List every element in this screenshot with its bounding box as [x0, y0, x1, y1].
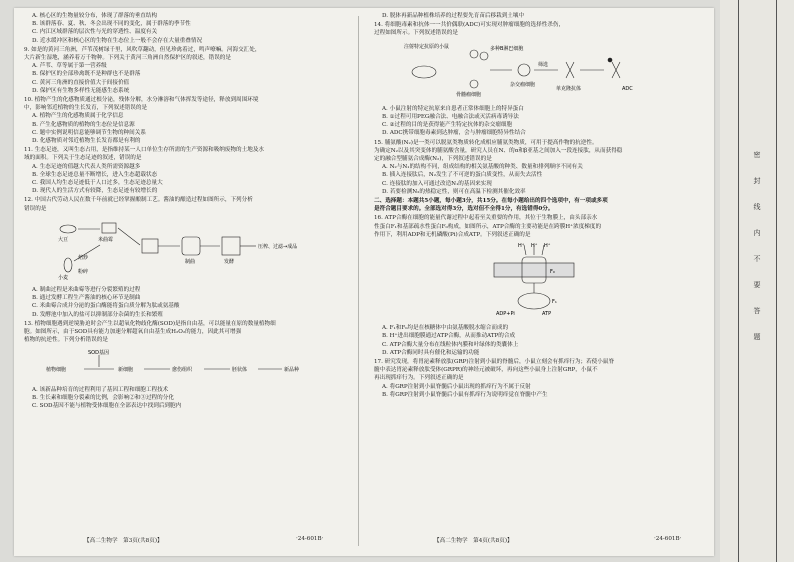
label-h1: H⁺	[518, 243, 525, 250]
label-sod-gene: SOD基因	[88, 349, 109, 356]
answer-option: A. 芦苇、草等属于第一营养级	[32, 63, 107, 70]
footer-right-code-text: ·24-601B·	[654, 536, 682, 542]
answer-option: B. 插入连接肽后，N₂发生了不可逆的蛋白质变性，从而失去活性	[382, 172, 543, 179]
question-text: 大片新生湿地，涵养着万千物种。下列关于黄河三角洲自然保护区的叙述，错误的是	[24, 55, 231, 62]
answer-option: D. ADC携带细胞毒素到达肿瘤，会与肿瘤细胞特异性结合	[382, 130, 526, 137]
label-f0: F₀	[550, 269, 555, 276]
exam-sheet	[14, 8, 714, 556]
strip-line	[776, 0, 777, 562]
question-text: 中，影响邻近植物的生长发育，下列叙述错误的是	[24, 105, 148, 112]
question-text: 是符合题目要求的。全部选对得3分，选对但不全得1分，有选错得0分。	[374, 206, 554, 213]
question-text: 9. 如是的黄河三角洲，芦苇茂树绿千里，风吹草翻动，但见珍禽着过，鸣声嘹嘛。河海交汇处，	[24, 46, 261, 53]
sod-breeding-diagram	[44, 347, 346, 384]
footer-right	[434, 536, 513, 544]
answer-option: B. 通过发酵工程生产酱油的核心环节是制曲	[32, 295, 141, 302]
answer-option: A. 核心区的生物量较分布，体现了群落的垂直结构	[32, 13, 158, 19]
answer-option: B. 产生化感物质的植物的生态位是信息源	[32, 121, 135, 128]
answer-option: D. 近水缓冲区和核心区的生物在生态位上一般不会存在大量重叠情况	[32, 37, 203, 44]
question-text: 植物的抗逆性。下列分析错误的是	[24, 337, 108, 344]
footer-right-text: 【高二生物学 第4页(共8页)】	[434, 538, 513, 544]
question-text: 12. 中国古代劳动人民在数千年前就已经掌握酿制工艺。酱油的酿造过程如图所示，下列分析	[24, 197, 253, 204]
strip-char: 要	[753, 281, 761, 289]
label-atp: ATP	[542, 311, 552, 318]
label-soybean: 大豆	[58, 236, 69, 243]
question-text: 为确定N₂以及其突变体的脯氨酸含量，研究人员在N、的α和β亚基之间加入一段连接肽，从而获得稳	[374, 147, 623, 154]
label-koji: 制曲	[185, 258, 196, 265]
footer-left-code	[296, 536, 323, 542]
answer-option: D. 保护区有生物多样性无能感生态系统	[32, 87, 130, 94]
question-text: 14. 将细胞毒素和抗体一一共价偶联(ADC)可实现对肿瘤细胞的选择性杀伤，	[374, 22, 565, 29]
answer-option: C. 米曲霉合成并分泌的蛋白酶能将蛋白质分解为肽或氨基酸	[32, 303, 180, 310]
question-text: 域的面积。下列关于生态足迹的叙述，错误的是	[24, 155, 142, 162]
label-crush: 粉碎	[78, 268, 89, 275]
label-new-variety: 新品种	[284, 366, 300, 373]
adc-process-diagram	[394, 40, 696, 103]
label-plant-cell: 植物细胞	[46, 366, 67, 373]
label-b-cells: 多种B淋巴细胞	[490, 45, 524, 52]
strip-char: 题	[753, 333, 761, 341]
label-mab: 单克隆抗体	[556, 85, 582, 92]
answer-option: B. 保护区的全部珍禽既不是种群也不是群落	[32, 71, 141, 78]
answer-option: C. ②过程的目的是获得能产生特定抗体的杂交瘤细胞	[382, 122, 513, 129]
left-column	[24, 12, 346, 410]
question-text: 作用下，利用ADP和无机磷酸(Pi)合成ATP。下列叙述正确的是	[374, 231, 531, 238]
label-mouse: 注射特定抗原的小鼠	[404, 43, 450, 50]
soy-sauce-process-diagram	[44, 215, 346, 284]
question-text: 再出现抓痒行为。下列叙述正确的是	[374, 375, 464, 382]
answer-option: B. H⁺进出细胞膜通过ATP合酶，从而推动ATP的合成	[382, 333, 516, 340]
strip-char: 答	[753, 307, 761, 315]
answer-option: B. 全球生态足迹总量不断增长，进入生态超载状态	[32, 171, 158, 178]
question-text: 17. 研究发现，将胃泌素释放肽(GRP)注射到小鼠的脊髓后，小鼠立刻会有抓痒行为；若使小鼠脊	[374, 359, 615, 366]
label-new-cell: 新细胞	[118, 366, 134, 373]
answer-option: D. 现代人的生活方式有较降，生态足迹有较增长的	[32, 188, 158, 195]
answer-option: C. 内江区域群落的层次性与光的穿透性、温度有关	[32, 29, 158, 36]
footer-left-text: 【高二生物学 第3页(共8页)】	[84, 538, 163, 544]
label-aspergillus: 米曲霉	[98, 236, 114, 243]
label-callus: 愈伤组织	[172, 366, 193, 373]
label-f1: F₁	[552, 299, 557, 306]
right-column	[374, 12, 696, 399]
label-h3: H⁺	[544, 243, 551, 250]
answer-option: C. 我国人均生态足迹低于人口过多，生态足迹总量大	[32, 180, 163, 187]
answer-option: A. 小鼠注射的特定抗原来自患者正常体细胞上的特异蛋白	[382, 105, 524, 112]
answer-option: C. SOD基因不能与植物受体细胞在全部表达中找到后到胞内	[32, 403, 182, 410]
answer-option: A. 该新品种培育的过程利用了基因工程和细胞工程技术	[32, 386, 169, 393]
binding-strip	[720, 0, 794, 562]
answer-option: A. 植物产生的化感物质属于化学信息	[32, 113, 124, 120]
label-adp-pi: ADP+Pi	[496, 311, 515, 318]
question-text: 胞。如图所示，由于SOD具有能力加速分解超氧自由基生成H₂O₂的能力，因此其可增强	[24, 329, 242, 336]
strip-line	[738, 0, 739, 562]
label-hybridoma: 杂交瘤细胞	[510, 81, 536, 88]
question-text: 16. ATP合酶在细胞的能量代谢过程中起着至关重要的作用，其位于生物膜上，由头部亲水	[374, 215, 598, 222]
answer-option: C. 黄河三角洲的直接价值大于间接价值	[32, 79, 130, 86]
question-text: 二、选择题：本题共5小题，每小题3分，共15分。在每小题给出的四个选项中，有一项或多项	[374, 198, 608, 205]
atp-synthase-diagram	[474, 241, 696, 322]
answer-option: B. 生长素和细胞分裂素的比例，会影响②和③过程的分化	[32, 394, 174, 401]
question-text: 15. 脯氨酸(N₂)是一类可以脱氨类物质转化成相应脯氨类物质，可用于提高作物的抗逆性。	[374, 139, 598, 146]
answer-option: A. 生态足迹的值越大代表人类所需资源越多	[32, 163, 141, 170]
answer-option: B. 将GRP注射到小鼠脊髓后小鼠有抓痒行为说明痒觉在脊髓中产生	[382, 391, 548, 398]
label-myeloma: 骨髓瘤细胞	[456, 91, 482, 98]
answer-option: D. 若要检测N₂的热稳定性，则可在高温下检测其催化效率	[382, 188, 526, 195]
column-divider	[358, 16, 359, 546]
label-product: 压榨、过滤→成品	[258, 243, 298, 250]
footer-left-code-text: ·24-601B·	[296, 536, 324, 542]
answer-option: A. F₁和F₀均是在核糖体中由氨基酸脱水缩合而成的	[382, 325, 509, 332]
question-text: 定的融合型脯氨合成酶(N₂)，下列叙述错误的是	[374, 156, 492, 163]
question-text: 髓中表达胃泌素释放肽受体(GRPR)的神经元被破坏，再向这些小鼠身上注射GRP，小鼠不	[374, 367, 598, 374]
label-roast: 焙炒	[78, 254, 89, 261]
answer-option: A. 制曲过程是米曲霉等进行分裂繁殖的过程	[32, 287, 141, 294]
strip-char: 封	[753, 177, 761, 185]
answer-option: D. 脱体再新品种植株培养的过程要先育苗后移栽到土壤中	[382, 13, 525, 19]
strip-char: 密	[753, 151, 761, 159]
label-screen: 筛选	[538, 61, 549, 68]
question-text: 10. 植物产生的化感物质通过根分泌，残体分解，水分淋溶和气体挥发等途径，释放到周围环境	[24, 97, 259, 104]
answer-option: D. ATP合酶同时具有催化和运输的功能	[382, 349, 480, 356]
answer-option: C. ATP合酶大量分布在线粒体内膜和叶绿体的类囊体上	[382, 341, 519, 348]
answer-option: D. 发酵池中加入的盐可以抑制部分杂菌的生长和繁殖	[32, 311, 163, 318]
question-text: 性蛋白F₁和基部疏水性蛋白F₀构成，如图所示，ATP合酶的主要功能是在跨膜H⁺浓度梯度的	[374, 223, 602, 230]
answer-option: B. 该群落春、夏、秋、冬会出现不同的变化，属于群落的季节性	[32, 21, 191, 28]
question-text: 13. 植物细胞遇到逆境胁迫时会产生以超氧化物歧化酶(SOD)是指自由基，可以能量在原的数量植物细	[24, 320, 276, 327]
answer-option: C. 题中实例说明信息能够调节生物的种间关系	[32, 129, 146, 136]
question-text: 11. 生态足迹，又叫生态占用，是指维持某一人口单位生存所需的生产资源和吸纳废物的土地及水	[24, 147, 265, 154]
question-text: 过程如图所示。下列叙述错误的是	[374, 30, 458, 37]
strip-char: 线	[753, 203, 761, 211]
answer-option: A. 将GRP注射到小鼠脊髓后小鼠出现的抓痒行为不属于反射	[382, 383, 531, 390]
strip-char: 不	[753, 255, 761, 263]
label-wheat: 小麦	[58, 274, 69, 281]
label-ferment: 发酵	[224, 258, 235, 265]
answer-option: A. N₂与N₁的结构不同，组成结构的相关氨基酸的种类、数量和排列顺序不同有关	[382, 164, 583, 171]
footer-right-code	[654, 536, 681, 542]
answer-option: C. 连接肽的加入可通过改造N₁的基因来实现	[382, 180, 492, 187]
label-adc: ADC	[622, 85, 633, 92]
question-text: 错误的是	[24, 205, 47, 212]
label-h2: H⁺	[531, 243, 538, 250]
label-embryoid: 胚状体	[232, 366, 248, 373]
footer-left	[84, 536, 163, 544]
strip-char: 内	[753, 229, 761, 237]
answer-option: B. ①过程可用PEG融合法、电融合法或灭活病毒诱导法	[382, 114, 519, 121]
answer-option: D. 化感物质对邻近植物生长发育都是有利的	[32, 138, 141, 145]
